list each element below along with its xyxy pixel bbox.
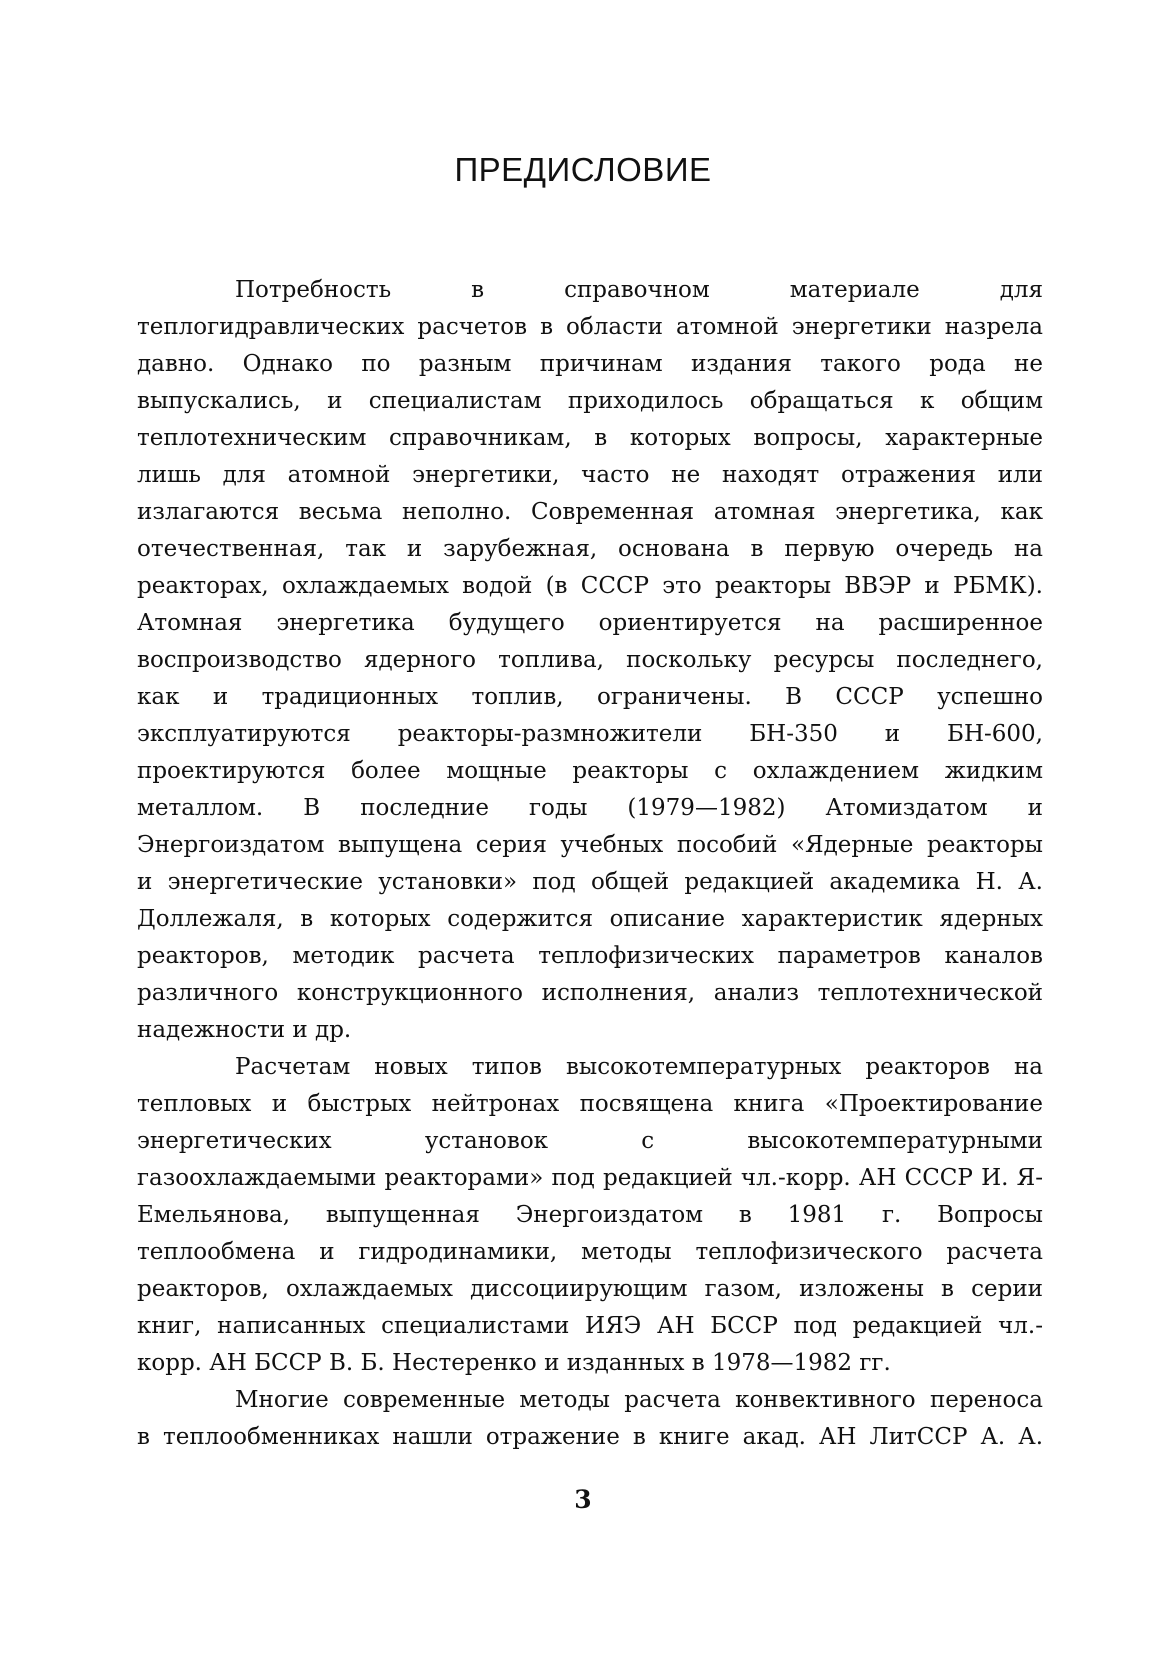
text-line: отечественная, так и зарубежная, основана в первую очередь на bbox=[137, 536, 1043, 562]
text-line: энергетических установок с высокотемпературными bbox=[137, 1128, 1043, 1154]
paragraph-3 bbox=[137, 1382, 1043, 1456]
text-line: излагаются весьма неполно. Современная атомная энергетика, как bbox=[137, 499, 1043, 525]
text-line: Многие современные методы расчета конвективного переноса bbox=[235, 1387, 1043, 1413]
text-line: теплообмена и гидродинамики, методы теплофизического расчета bbox=[137, 1239, 1043, 1265]
text-line: теплотехническим справочникам, в которых вопросы, характерные bbox=[137, 425, 1043, 451]
text-line: надежности и др. bbox=[137, 1017, 352, 1043]
paragraph-2 bbox=[137, 1049, 1043, 1382]
text-line: Доллежаля, в которых содержится описание характеристик ядерных bbox=[137, 906, 1043, 932]
text-line: реакторов, охлаждаемых диссоциирующим газом, изложены в серии bbox=[137, 1276, 1043, 1302]
text-line: лишь для атомной энергетики, часто не находят отражения или bbox=[137, 462, 1043, 488]
text-line: в теплообменниках нашли отражение в книге акад. АН ЛитССР А. А. bbox=[137, 1424, 1043, 1450]
page-number: 3 bbox=[574, 1485, 592, 1514]
text-line: корр. АН БССР В. Б. Нестеренко и изданных в 1978—1982 гг. bbox=[137, 1350, 891, 1376]
text-line: воспроизводство ядерного топлива, поскольку ресурсы последнего, bbox=[137, 647, 1043, 673]
text-line: металлом. В последние годы (1979—1982) Атомиздатом и bbox=[137, 795, 1043, 821]
text-line: как и традиционных топлив, ограничены. В СССР успешно bbox=[137, 684, 1043, 710]
text-line: давно. Однако по разным причинам издания такого рода не bbox=[137, 351, 1043, 377]
text-line: проектируются более мощные реакторы с охлаждением жидким bbox=[137, 758, 1043, 784]
text-line: Емельянова, выпущенная Энергоиздатом в 1981 г. Вопросы bbox=[137, 1202, 1043, 1228]
paragraph-1 bbox=[137, 272, 1043, 1049]
text-line: Потребность в справочном материале для bbox=[235, 277, 1043, 303]
text-line: Расчетам новых типов высокотемпературных реакторов на bbox=[235, 1054, 1043, 1080]
text-line: тепловых и быстрых нейтронах посвящена книга «Проектирование bbox=[137, 1091, 1043, 1117]
body-text bbox=[137, 272, 1043, 1456]
text-line: книг, написанных специалистами ИЯЭ АН БССР под редакцией чл.- bbox=[137, 1313, 1043, 1339]
text-line: различного конструкционного исполнения, анализ теплотехнической bbox=[137, 980, 1043, 1006]
text-line: теплогидравлических расчетов в области атомной энергетики назрела bbox=[137, 314, 1043, 340]
text-line: Атомная энергетика будущего ориентируется на расширенное bbox=[137, 610, 1043, 636]
text-line: реакторов, методик расчета теплофизических параметров каналов bbox=[137, 943, 1043, 969]
text-line: газоохлаждаемыми реакторами» под редакцией чл.-корр. АН СССР И. Я- bbox=[137, 1165, 1043, 1191]
text-line: реакторах, охлаждаемых водой (в СССР это реакторы ВВЭР и РБМК). bbox=[137, 573, 1043, 599]
page-title: ПРЕДИСЛОВИЕ bbox=[454, 151, 712, 188]
text-line: Энергоиздатом выпущена серия учебных пособий «Ядерные реакторы bbox=[137, 832, 1043, 858]
text-line: и энергетические установки» под общей редакцией академика Н. А. bbox=[137, 869, 1043, 895]
text-line: выпускались, и специалистам приходилось обращаться к общим bbox=[137, 388, 1043, 414]
text-line: эксплуатируются реакторы-размножители БН-350 и БН-600, bbox=[137, 721, 1043, 747]
